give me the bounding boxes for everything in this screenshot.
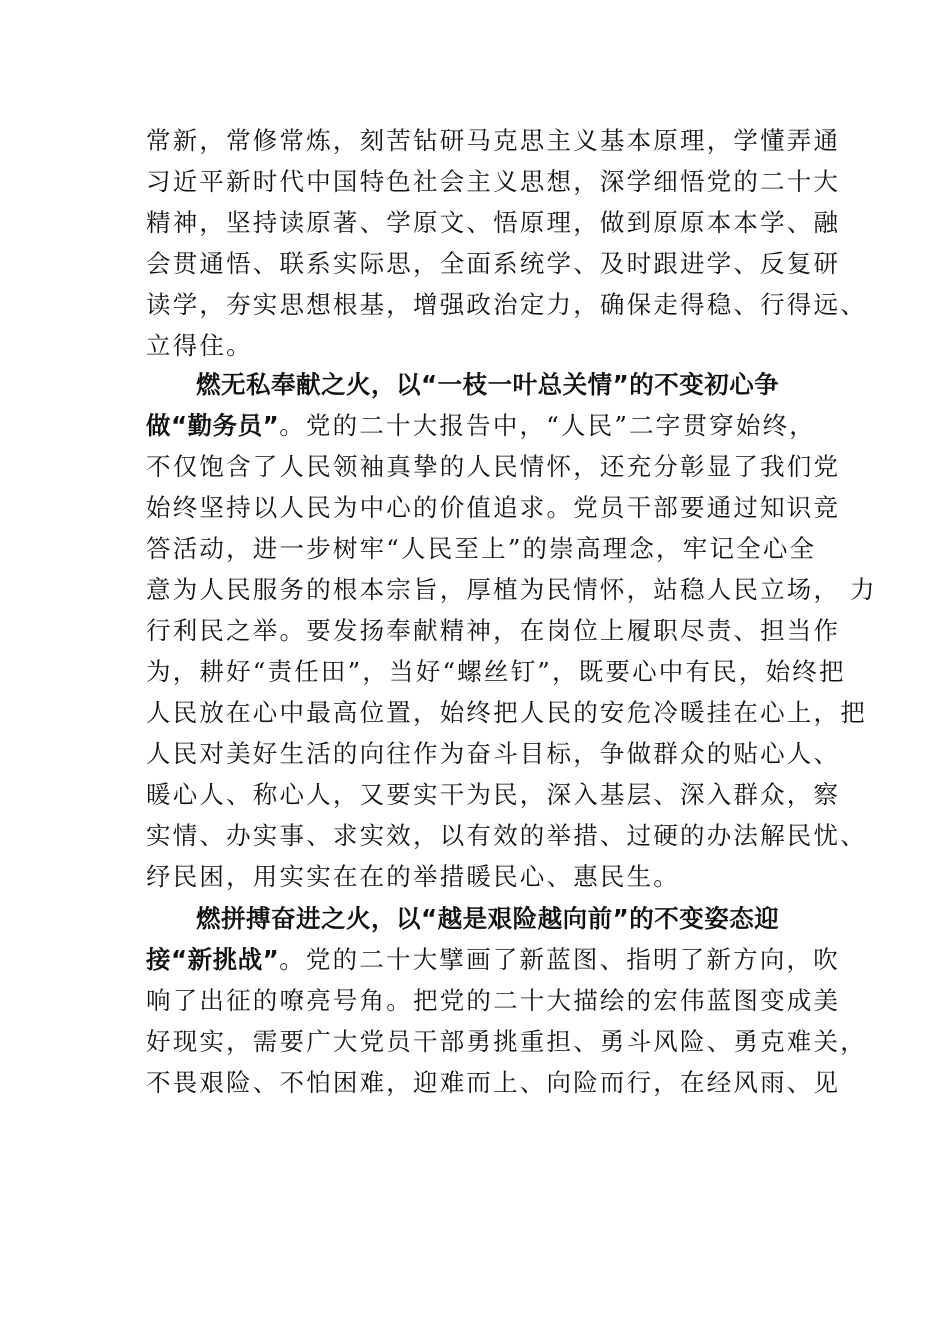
text-line: 暖心人、称心人，又要实干为民，深入基层、深入群众，察 <box>146 780 841 809</box>
text-line <box>146 409 816 443</box>
text-line: 纾民困，用实实在在的举措暖民心、惠民生。 <box>146 862 680 891</box>
text-line: 习近平新时代中国特色社会主义思想，深学细悟党的二十大 <box>146 167 841 196</box>
text-line: 始终坚持以人民为中心的价值追求。党员干部要通过知识竞 <box>146 493 841 522</box>
text-span: 。党的二十大报告中，“人民”二字贯穿始终， <box>279 411 816 440</box>
text-line: 为，耕好“责任田”，当好“螺丝钉”，既要心中有民，始终把 <box>146 657 846 686</box>
heading-continuation: 接“新挑战” <box>146 945 280 974</box>
text-line: 不仅饱含了人民领袖真挚的人民情怀，还充分彰显了我们党 <box>146 452 841 481</box>
text-line: 好现实，需要广大党员干部勇挑重担、勇斗风险、勇克难关， <box>146 1027 867 1056</box>
text-line: 答活动，进一步树牢“人民至上”的崇高理念，牢记全心全 <box>146 534 817 563</box>
text-line: 读学，夯实思想根基，增强政治定力，确保走得稳、行得远、 <box>146 290 867 319</box>
text-line: 人民对美好生活的向往作为奋斗目标，争做群众的贴心人、 <box>146 739 841 768</box>
text-line: 实情、办实事、求实效，以有效的举措、过硬的办法解民忧、 <box>146 821 867 850</box>
text-line: 人民放在心中最高位置，始终把人民的安危冷暖挂在心上，把 <box>146 698 867 727</box>
text-line: 常新，常修常炼，刻苦钻研马克思主义基本原理，学懂弄通 <box>146 126 841 155</box>
text-line <box>146 943 840 977</box>
section-heading: 燃拼搏奋进之火，以“越是艰险越向前”的不变姿态迎 <box>196 904 780 933</box>
text-line: 行利民之举。要发扬奉献精神，在岗位上履职尽责、担当作 <box>146 616 841 645</box>
text-line: 立得住。 <box>146 331 253 360</box>
text-span: 。党的二十大擘画了新蓝图、指明了新方向，吹 <box>279 945 840 974</box>
text-line: 响了出征的嘹亮号角。把党的二十大描绘的宏伟蓝图变成美 <box>146 986 841 1015</box>
text-line: 精神，坚持读原著、学原文、悟原理，做到原原本本学、融 <box>146 208 841 237</box>
text-line: 会贯通悟、联系实际思，全面系统学、及时跟进学、反复研 <box>146 249 841 278</box>
text-line: 意为人民服务的根本宗旨，⁠厚植为民情怀，站稳人民立场， 力 <box>146 575 877 604</box>
text-line: 不畏艰险、不怕困难，迎难而上、向险而行，在经风雨、见 <box>146 1068 841 1097</box>
section-heading: 燃无私奉献之火，以“一枝一叶总关情”的不变初心争 <box>196 370 780 399</box>
heading-continuation: 做“勤务员” <box>146 411 280 440</box>
